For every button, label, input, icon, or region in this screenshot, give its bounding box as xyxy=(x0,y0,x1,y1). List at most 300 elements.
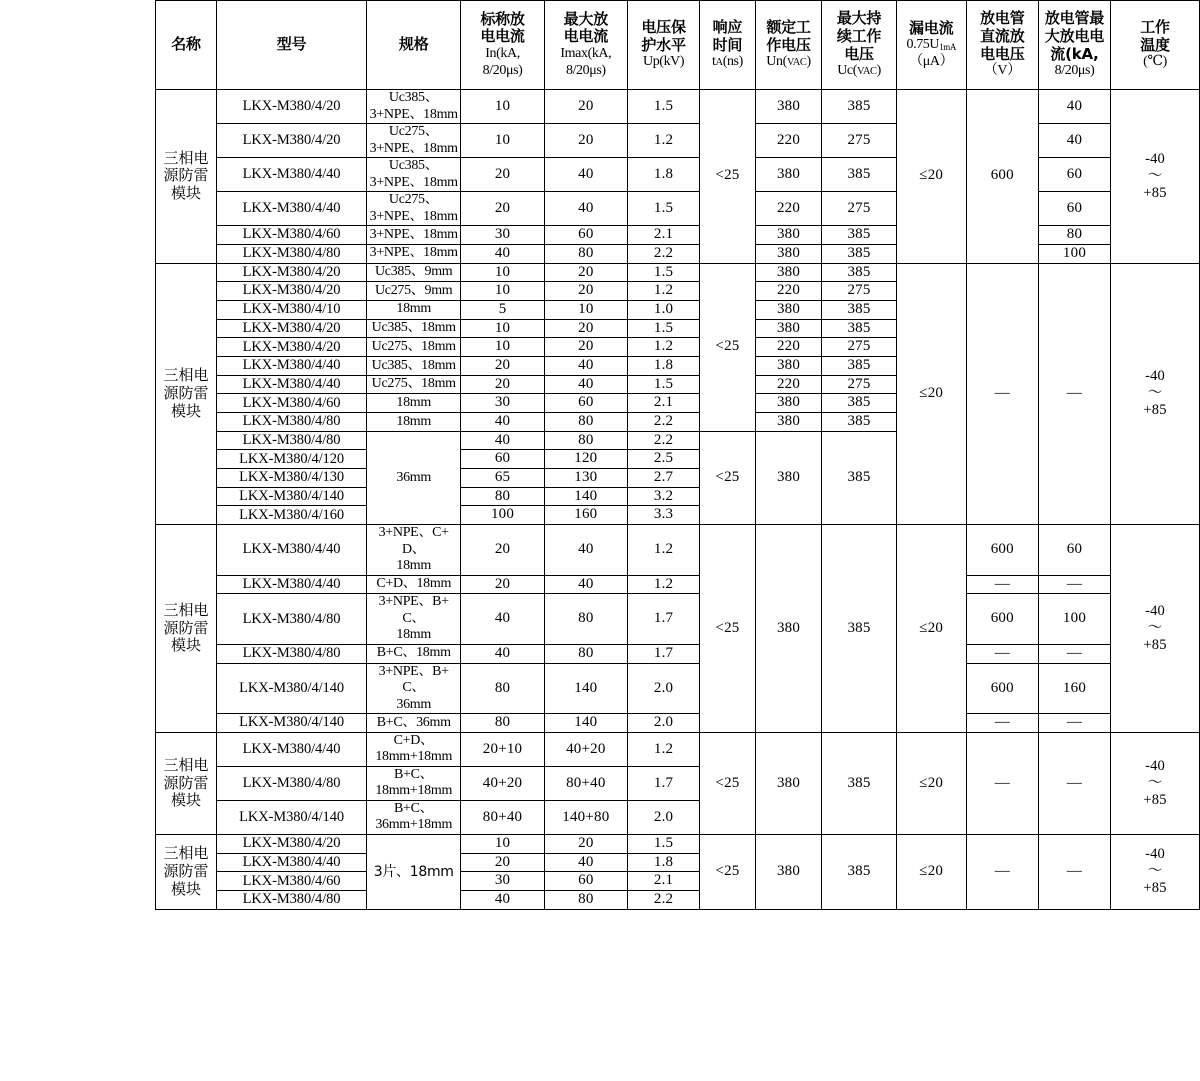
gdt-max-current: — xyxy=(1038,575,1110,594)
nominal-discharge-current: 20 xyxy=(461,375,544,394)
spec-value-line: 3+NPE、18mm xyxy=(369,106,458,122)
rated-voltage: 220 xyxy=(755,124,822,158)
rated-voltage: 380 xyxy=(755,356,822,375)
nominal-discharge-current: 5 xyxy=(461,300,544,319)
rated-voltage: 380 xyxy=(755,431,822,524)
max-discharge-current: 20 xyxy=(544,338,627,357)
table-row xyxy=(156,525,1200,576)
specification-table xyxy=(155,0,1200,910)
nominal-discharge-current: 80 xyxy=(461,714,544,733)
max-discharge-current: 140+80 xyxy=(544,800,627,834)
response-time: <25 xyxy=(700,732,756,834)
gdt-max-current: 60 xyxy=(1038,158,1110,192)
model-number: LKX-M380/4/40 xyxy=(217,575,367,594)
spec-merged: 36mm xyxy=(367,431,461,524)
gdt-max-current: 60 xyxy=(1038,525,1110,576)
max-continuous-voltage: 385 xyxy=(822,413,896,432)
voltage-protection-level: 2.1 xyxy=(627,872,699,891)
rated-voltage: 380 xyxy=(755,834,822,909)
header-text-line: Uc(VAC) xyxy=(837,63,881,79)
operating-temperature xyxy=(1111,263,1200,525)
product-name-block-2: 三相电源防雷模块 xyxy=(156,263,217,525)
header-cell-model xyxy=(217,1,367,90)
header-cell-temp xyxy=(1111,1,1200,90)
model-number: LKX-M380/4/40 xyxy=(217,158,367,192)
header-text-line: 最大持 xyxy=(836,9,882,28)
product-name-block-5: 三相电源防雷模块 xyxy=(156,834,217,909)
voltage-protection-level: 1.2 xyxy=(627,732,699,766)
model-number: LKX-M380/4/160 xyxy=(217,506,367,525)
max-continuous-voltage: 385 xyxy=(822,158,896,192)
voltage-protection-level: 2.2 xyxy=(627,244,699,263)
model-number: LKX-M380/4/80 xyxy=(217,766,367,800)
header-text-line: （V） xyxy=(983,63,1021,79)
rated-voltage: 380 xyxy=(755,413,822,432)
spec-value xyxy=(367,300,461,319)
voltage-protection-level: 1.7 xyxy=(627,644,699,663)
operating-temperature-line: +85 xyxy=(1143,791,1167,808)
voltage-protection-level: 1.5 xyxy=(627,192,699,226)
gdt-max-current: 60 xyxy=(1038,192,1110,226)
table-row xyxy=(156,124,1200,158)
gdt-dc-voltage: — xyxy=(966,644,1038,663)
spec-value xyxy=(367,356,461,375)
header-text-line: In(kA, xyxy=(485,46,520,62)
gdt-max-current: — xyxy=(1038,714,1110,733)
spec-value xyxy=(367,226,461,245)
table-row xyxy=(156,575,1200,594)
table-row xyxy=(156,244,1200,263)
voltage-protection-level: 1.2 xyxy=(627,124,699,158)
operating-temperature xyxy=(1111,834,1200,909)
gdt-max-current: 40 xyxy=(1038,90,1110,124)
header-cell-up xyxy=(627,1,699,90)
spec-value xyxy=(367,644,461,663)
spec-value-line: Uc275、9mm xyxy=(374,282,453,298)
spec-value-line: 18mm xyxy=(396,558,431,574)
operating-temperature xyxy=(1111,525,1200,733)
spec-value xyxy=(367,732,461,766)
header-text-line: 作电压 xyxy=(766,35,811,54)
max-discharge-current: 80 xyxy=(544,431,627,450)
nominal-discharge-current: 10 xyxy=(461,282,544,301)
spec-value xyxy=(367,263,461,282)
nominal-discharge-current: 20 xyxy=(461,356,544,375)
spec-value xyxy=(367,800,461,834)
header-text-line: 漏电流 xyxy=(909,18,954,37)
spec-value xyxy=(367,244,461,263)
model-number: LKX-M380/4/140 xyxy=(217,663,367,714)
rated-voltage: 380 xyxy=(755,732,822,834)
max-continuous-voltage: 385 xyxy=(822,226,896,245)
header-text-line: 大放电电 xyxy=(1044,26,1105,45)
spec-value xyxy=(367,90,461,124)
rated-voltage: 220 xyxy=(755,192,822,226)
header-text-line: 名称 xyxy=(171,35,201,54)
max-discharge-current: 20 xyxy=(544,90,627,124)
spec-value-line: 3+NPE、18mm xyxy=(369,140,458,156)
leakage-current: ≤20 xyxy=(896,834,966,909)
max-discharge-current: 40 xyxy=(544,158,627,192)
model-number: LKX-M380/4/40 xyxy=(217,853,367,872)
header-text-line: 最大放 xyxy=(563,9,609,28)
response-time: <25 xyxy=(700,90,756,264)
rated-voltage: 380 xyxy=(755,525,822,733)
spec-value-line: Uc275、 xyxy=(388,124,439,140)
voltage-protection-level: 1.8 xyxy=(627,158,699,192)
max-discharge-current: 20 xyxy=(544,124,627,158)
nominal-discharge-current: 60 xyxy=(461,450,544,469)
model-number: LKX-M380/4/20 xyxy=(217,124,367,158)
max-discharge-current: 80 xyxy=(544,244,627,263)
header-text-line: 温度 xyxy=(1140,35,1170,54)
nominal-discharge-current: 65 xyxy=(461,469,544,488)
nominal-discharge-current: 40 xyxy=(461,594,544,645)
operating-temperature-line: ～ xyxy=(1147,774,1163,791)
header-text-line: 放电管 xyxy=(980,9,1025,28)
header-text-line: 标称放 xyxy=(480,9,525,28)
header-text-line: 电压 xyxy=(844,44,874,63)
header-text-line: 工作 xyxy=(1140,18,1170,37)
model-number: LKX-M380/4/20 xyxy=(217,319,367,338)
voltage-protection-level: 1.5 xyxy=(627,834,699,853)
model-number: LKX-M380/4/20 xyxy=(217,282,367,301)
voltage-protection-level: 1.2 xyxy=(627,575,699,594)
spec-value-line: B+C、18mm xyxy=(376,645,451,661)
max-continuous-voltage: 385 xyxy=(822,732,896,834)
model-number: LKX-M380/4/40 xyxy=(217,375,367,394)
model-number: LKX-M380/4/80 xyxy=(217,413,367,432)
rated-voltage: 220 xyxy=(755,282,822,301)
header-cell-imax xyxy=(544,1,627,90)
spec-value xyxy=(367,594,461,645)
leakage-current: ≤20 xyxy=(896,263,966,525)
header-cell-in xyxy=(461,1,544,90)
spec-value-line: 3+NPE、18mm xyxy=(369,245,458,261)
operating-temperature-line: -40 xyxy=(1145,757,1165,774)
spec-value-line: 18mm xyxy=(396,394,431,410)
product-name-block-4: 三相电源防雷模块 xyxy=(156,732,217,834)
max-discharge-current: 40 xyxy=(544,192,627,226)
gdt-dc-voltage: — xyxy=(966,263,1038,525)
gdt-max-current: 100 xyxy=(1038,244,1110,263)
gdt-max-current: — xyxy=(1038,834,1110,909)
nominal-discharge-current: 20 xyxy=(461,853,544,872)
voltage-protection-level: 1.7 xyxy=(627,594,699,645)
gdt-dc-voltage: — xyxy=(966,714,1038,733)
header-text-line: Un(VAC) xyxy=(766,54,811,70)
max-discharge-current: 20 xyxy=(544,319,627,338)
max-discharge-current: 60 xyxy=(544,226,627,245)
rated-voltage: 380 xyxy=(755,263,822,282)
voltage-protection-level: 2.0 xyxy=(627,663,699,714)
voltage-protection-level: 1.2 xyxy=(627,338,699,357)
max-discharge-current: 20 xyxy=(544,834,627,853)
operating-temperature-line: +85 xyxy=(1143,880,1167,897)
model-number: LKX-M380/4/80 xyxy=(217,244,367,263)
max-continuous-voltage: 275 xyxy=(822,192,896,226)
max-continuous-voltage: 275 xyxy=(822,375,896,394)
gdt-dc-voltage: — xyxy=(966,732,1038,834)
spec-value-line: C+D、18mm xyxy=(376,576,452,592)
rated-voltage: 220 xyxy=(755,375,822,394)
operating-temperature-line: ～ xyxy=(1147,167,1163,184)
spec-value xyxy=(367,394,461,413)
header-text-line: 流(kA, xyxy=(1050,44,1099,63)
spec-value xyxy=(367,158,461,192)
spec-value xyxy=(367,663,461,714)
max-continuous-voltage: 275 xyxy=(822,338,896,357)
spec-value-line: Uc385、18mm xyxy=(371,357,456,373)
max-continuous-voltage: 385 xyxy=(822,431,896,524)
header-text-line: 时间 xyxy=(712,35,743,54)
max-continuous-voltage: 385 xyxy=(822,90,896,124)
model-number: LKX-M380/4/140 xyxy=(217,487,367,506)
table-header xyxy=(156,1,1200,90)
nominal-discharge-current: 20 xyxy=(461,525,544,576)
max-discharge-current: 160 xyxy=(544,506,627,525)
voltage-protection-level: 2.0 xyxy=(627,714,699,733)
model-number: LKX-M380/4/20 xyxy=(217,90,367,124)
spec-value xyxy=(367,338,461,357)
model-number: LKX-M380/4/40 xyxy=(217,356,367,375)
operating-temperature-line: -40 xyxy=(1145,602,1165,619)
operating-temperature-line: +85 xyxy=(1143,402,1167,419)
max-continuous-voltage: 385 xyxy=(822,319,896,338)
gdt-max-current: — xyxy=(1038,644,1110,663)
max-discharge-current: 20 xyxy=(544,263,627,282)
nominal-discharge-current: 40 xyxy=(461,431,544,450)
header-cell-gdcv xyxy=(966,1,1038,90)
header-text-line: 响应 xyxy=(712,18,743,37)
nominal-discharge-current: 10 xyxy=(461,124,544,158)
rated-voltage: 380 xyxy=(755,394,822,413)
header-text-line: Imax(kA, xyxy=(560,46,612,62)
rated-voltage: 220 xyxy=(755,338,822,357)
table-row xyxy=(156,732,1200,766)
max-continuous-voltage: 385 xyxy=(822,525,896,733)
model-number: LKX-M380/4/60 xyxy=(217,394,367,413)
table-row xyxy=(156,192,1200,226)
header-cell-gmax xyxy=(1038,1,1110,90)
model-number: LKX-M380/4/20 xyxy=(217,338,367,357)
max-discharge-current: 80 xyxy=(544,644,627,663)
spec-value-line: Uc385、18mm xyxy=(371,320,456,336)
response-time: <25 xyxy=(700,834,756,909)
rated-voltage: 380 xyxy=(755,226,822,245)
header-cell-spec xyxy=(367,1,461,90)
max-discharge-current: 80 xyxy=(544,890,627,909)
nominal-discharge-current: 30 xyxy=(461,872,544,891)
nominal-discharge-current: 20+10 xyxy=(461,732,544,766)
spec-value-line: Uc385、9mm xyxy=(374,264,453,280)
nominal-discharge-current: 10 xyxy=(461,338,544,357)
max-discharge-current: 40 xyxy=(544,375,627,394)
max-discharge-current: 80+40 xyxy=(544,766,627,800)
nominal-discharge-current: 20 xyxy=(461,158,544,192)
nominal-discharge-current: 30 xyxy=(461,226,544,245)
max-discharge-current: 10 xyxy=(544,300,627,319)
header-text-line: 额定工 xyxy=(766,18,811,37)
header-cell-uc xyxy=(822,1,896,90)
model-number: LKX-M380/4/10 xyxy=(217,300,367,319)
model-number: LKX-M380/4/40 xyxy=(217,192,367,226)
voltage-protection-level: 2.1 xyxy=(627,394,699,413)
voltage-protection-level: 1.8 xyxy=(627,356,699,375)
spec-value-line: B+C、 xyxy=(394,800,434,816)
header-cell-name xyxy=(156,1,217,90)
model-number: LKX-M380/4/20 xyxy=(217,834,367,853)
spec-value-line: Uc385、 xyxy=(388,90,439,105)
model-number: LKX-M380/4/140 xyxy=(217,800,367,834)
voltage-protection-level: 2.2 xyxy=(627,413,699,432)
operating-temperature-line: +85 xyxy=(1143,637,1167,654)
max-continuous-voltage: 385 xyxy=(822,300,896,319)
max-continuous-voltage: 275 xyxy=(822,124,896,158)
spec-value-line: 36mm+18mm xyxy=(375,817,453,833)
gdt-max-current: — xyxy=(1038,732,1110,834)
operating-temperature-line: ～ xyxy=(1147,863,1163,880)
max-discharge-current: 20 xyxy=(544,282,627,301)
spec-value xyxy=(367,124,461,158)
voltage-protection-level: 1.5 xyxy=(627,319,699,338)
spec-value xyxy=(367,766,461,800)
product-name-block-3: 三相电源防雷模块 xyxy=(156,525,217,733)
table-row xyxy=(156,714,1200,733)
nominal-discharge-current: 40 xyxy=(461,244,544,263)
voltage-protection-level: 1.7 xyxy=(627,766,699,800)
max-discharge-current: 140 xyxy=(544,714,627,733)
voltage-protection-level: 3.2 xyxy=(627,487,699,506)
nominal-discharge-current: 80 xyxy=(461,487,544,506)
model-number: LKX-M380/4/20 xyxy=(217,263,367,282)
rated-voltage: 380 xyxy=(755,158,822,192)
product-name-block-1: 三相电源防雷模块 xyxy=(156,90,217,264)
header-text-line: 规格 xyxy=(398,35,429,54)
voltage-protection-level: 1.0 xyxy=(627,300,699,319)
voltage-protection-level: 1.8 xyxy=(627,853,699,872)
nominal-discharge-current: 10 xyxy=(461,90,544,124)
spec-value-line: 18mm xyxy=(396,627,431,643)
rated-voltage: 380 xyxy=(755,319,822,338)
voltage-protection-level: 2.1 xyxy=(627,226,699,245)
max-discharge-current: 40 xyxy=(544,525,627,576)
gdt-max-current: 80 xyxy=(1038,226,1110,245)
nominal-discharge-current: 30 xyxy=(461,394,544,413)
header-text-line: tA(ns) xyxy=(712,54,743,70)
operating-temperature-line: -40 xyxy=(1145,150,1165,167)
max-discharge-current: 120 xyxy=(544,450,627,469)
table-row xyxy=(156,834,1200,853)
model-number: LKX-M380/4/80 xyxy=(217,644,367,663)
rated-voltage: 380 xyxy=(755,90,822,124)
spec-value-line: Uc275、18mm xyxy=(371,376,456,392)
spec-value-line: 3+NPE、18mm xyxy=(369,174,458,190)
nominal-discharge-current: 80+40 xyxy=(461,800,544,834)
spec-value-line: B+C、36mm xyxy=(376,714,451,730)
max-discharge-current: 80 xyxy=(544,594,627,645)
header-text-line: （μA） xyxy=(909,53,954,69)
spec-value-line: 3+NPE、18mm xyxy=(369,208,458,224)
operating-temperature-line: ～ xyxy=(1147,385,1163,402)
max-discharge-current: 140 xyxy=(544,663,627,714)
gdt-dc-voltage: 600 xyxy=(966,594,1038,645)
voltage-protection-level: 1.2 xyxy=(627,282,699,301)
voltage-protection-level: 1.2 xyxy=(627,525,699,576)
max-continuous-voltage: 385 xyxy=(822,394,896,413)
nominal-discharge-current: 40 xyxy=(461,413,544,432)
voltage-protection-level: 2.2 xyxy=(627,431,699,450)
max-discharge-current: 40+20 xyxy=(544,732,627,766)
model-number: LKX-M380/4/120 xyxy=(217,450,367,469)
spec-value-line: 18mm xyxy=(396,301,431,317)
model-number: LKX-M380/4/130 xyxy=(217,469,367,488)
max-discharge-current: 40 xyxy=(544,575,627,594)
gdt-dc-voltage: 600 xyxy=(966,663,1038,714)
model-number: LKX-M380/4/60 xyxy=(217,226,367,245)
max-continuous-voltage: 385 xyxy=(822,244,896,263)
header-text-line: 8/20μs) xyxy=(482,62,523,78)
leakage-current: ≤20 xyxy=(896,732,966,834)
nominal-discharge-current: 20 xyxy=(461,575,544,594)
spec-value-line: 3+NPE、C+D、 xyxy=(378,525,449,557)
max-discharge-current: 80 xyxy=(544,413,627,432)
header-cell-leak xyxy=(896,1,966,90)
voltage-protection-level: 2.2 xyxy=(627,890,699,909)
gdt-dc-voltage: 600 xyxy=(966,90,1038,264)
header-row xyxy=(156,1,1200,90)
model-number: LKX-M380/4/80 xyxy=(217,890,367,909)
header-text-line: 放电管最 xyxy=(1044,9,1105,28)
spec-value xyxy=(367,192,461,226)
voltage-protection-level: 3.3 xyxy=(627,506,699,525)
spec-value-line: 3+NPE、B+C、 xyxy=(378,594,449,626)
voltage-protection-level: 2.5 xyxy=(627,450,699,469)
voltage-protection-level: 2.0 xyxy=(627,800,699,834)
leakage-current: ≤20 xyxy=(896,90,966,264)
response-time: <25 xyxy=(700,525,756,733)
max-discharge-current: 130 xyxy=(544,469,627,488)
gdt-max-current: 40 xyxy=(1038,124,1110,158)
voltage-protection-level: 1.5 xyxy=(627,263,699,282)
max-continuous-voltage: 385 xyxy=(822,263,896,282)
nominal-discharge-current: 10 xyxy=(461,834,544,853)
model-number: LKX-M380/4/40 xyxy=(217,525,367,576)
spec-value xyxy=(367,714,461,733)
table-row xyxy=(156,90,1200,124)
nominal-discharge-current: 40+20 xyxy=(461,766,544,800)
table-row xyxy=(156,594,1200,645)
operating-temperature xyxy=(1111,90,1200,264)
spec-value-line: 18mm xyxy=(396,413,431,429)
voltage-protection-level: 1.5 xyxy=(627,375,699,394)
spec-value xyxy=(367,575,461,594)
header-text-line: 电电流 xyxy=(563,27,609,46)
gdt-dc-voltage: 600 xyxy=(966,525,1038,576)
header-text-line: 电电流 xyxy=(480,27,525,46)
table-row xyxy=(156,644,1200,663)
spec-value xyxy=(367,282,461,301)
max-discharge-current: 140 xyxy=(544,487,627,506)
spec-value-line: 3+NPE、18mm xyxy=(369,226,458,242)
spec-value xyxy=(367,413,461,432)
max-discharge-current: 60 xyxy=(544,872,627,891)
spec-merged: 3片、18mm xyxy=(367,834,461,909)
spec-value-line: Uc275、18mm xyxy=(371,338,456,354)
spec-value xyxy=(367,525,461,576)
header-cell-un xyxy=(755,1,822,90)
table-body xyxy=(156,90,1200,910)
